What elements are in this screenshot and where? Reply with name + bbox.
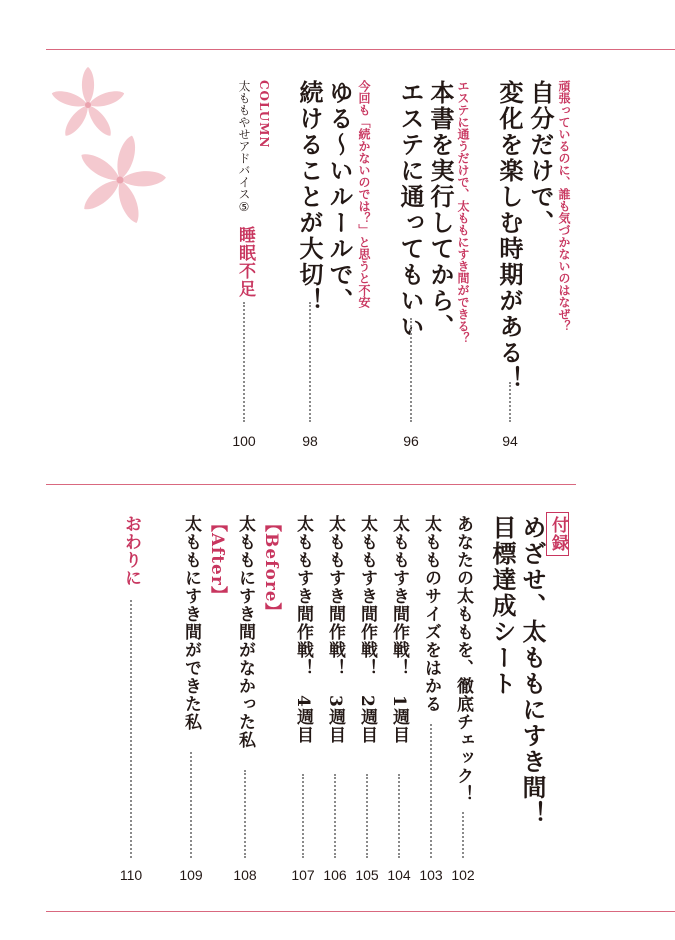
closing-leader [130, 600, 132, 858]
before-leader [244, 770, 246, 858]
appendix-heading-line1: めざせ、太ももにすき間！ [518, 515, 547, 827]
entry3-subtitle: 今回も「続かないのでは？」と思うと不安 [357, 80, 371, 308]
after-page: 109 [179, 867, 203, 883]
item-leader [398, 774, 400, 858]
appendix-heading-line2: 目標達成シート [488, 515, 517, 697]
entry2-subtitle: エステに通うだけで、太ももにすき間ができる？ [456, 80, 470, 344]
before-page: 108 [233, 867, 257, 883]
item-leader [366, 774, 368, 858]
item-leader [302, 774, 304, 858]
top-rule [46, 49, 675, 50]
flower-icon [72, 132, 168, 228]
entry2-title-line2: エステに通ってもいい [396, 80, 425, 340]
item-page: 103 [419, 867, 443, 883]
appendix-item: 太ももすき間作戦！ 3週目 [325, 515, 345, 744]
middle-rule [46, 484, 576, 485]
item-leader [430, 724, 432, 858]
appendix-item: あなたの太ももを、徹底チェック！ [453, 515, 473, 803]
closing-text: おわりに [121, 515, 141, 587]
closing-page: 110 [119, 867, 143, 883]
appendix-item: 太ももすき間作戦！ 2週目 [357, 515, 377, 744]
before-text: 太ももにすき間がなかった私 [235, 515, 255, 749]
entry4-leader [243, 302, 245, 422]
appendix-label: 付録 [546, 512, 569, 556]
column-text: 太ももやせアドバイス⑤ [237, 80, 251, 214]
entry1-leader [509, 382, 511, 422]
bottom-rule [46, 911, 675, 912]
after-label: 【After】 [207, 515, 227, 604]
entry3-leader [309, 302, 311, 422]
column-label: COLUMN [257, 80, 271, 149]
item-page: 104 [387, 867, 411, 883]
item-leader [462, 812, 464, 858]
item-page: 105 [355, 867, 379, 883]
entry1-subtitle: 頑張っているのに、誰も気づかないのはなぜ？ [557, 80, 571, 332]
entry2-title-line1: 本書を実行してから、 [426, 80, 455, 340]
item-page: 102 [451, 867, 475, 883]
column-highlight: 睡眠不足 [235, 226, 255, 298]
appendix-item: 太もものサイズをはかる [421, 515, 441, 713]
item-page: 106 [323, 867, 347, 883]
before-label: 【Before】 [261, 515, 281, 621]
appendix-item: 太ももすき間作戦！ 4週目 [293, 515, 313, 744]
entry4-page: 100 [232, 433, 256, 449]
entry2-leader [410, 318, 412, 422]
appendix-item: 太ももすき間作戦！ 1週目 [389, 515, 409, 744]
entry1-page: 94 [502, 433, 518, 449]
after-text: 太ももにすき間ができた私 [181, 515, 201, 731]
entry2-page: 96 [403, 433, 419, 449]
entry3-page: 98 [302, 433, 318, 449]
entry1-title-line1: 自分だけで、 [526, 80, 555, 236]
item-page: 107 [291, 867, 315, 883]
entry1-title-line2: 変化を楽しむ時期がある！ [495, 80, 524, 392]
after-leader [190, 752, 192, 858]
item-leader [334, 774, 336, 858]
entry3-title-line1: ゆる～いルールで、 [325, 80, 354, 314]
entry3-title-line2: 続けることが大切！ [295, 80, 324, 314]
